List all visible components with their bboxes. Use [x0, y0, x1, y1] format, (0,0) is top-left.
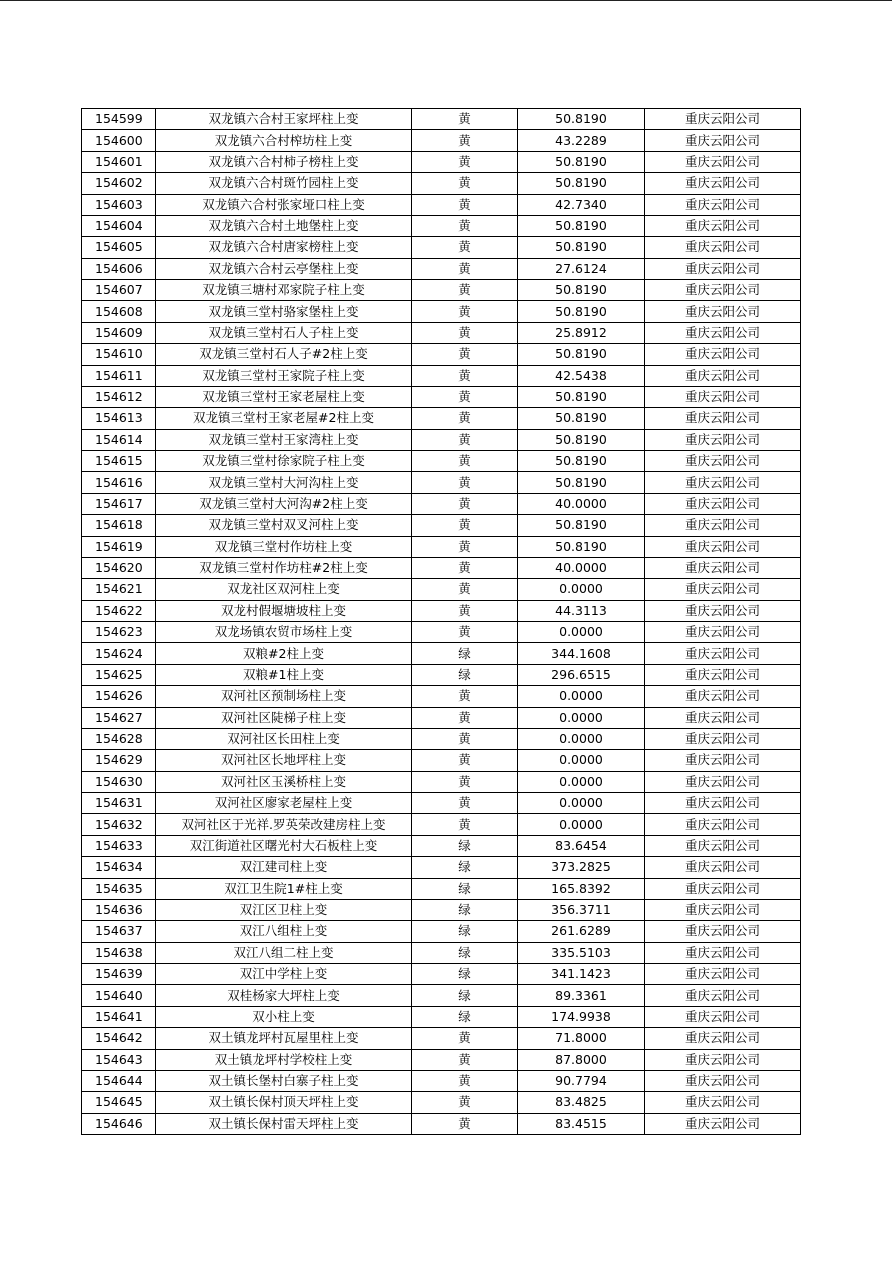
row-grade-cell: 黄 — [412, 130, 518, 151]
row-company-cell: 重庆云阳公司 — [645, 536, 801, 557]
row-grade-cell: 绿 — [412, 942, 518, 963]
row-value-cell: 50.8190 — [518, 301, 645, 322]
row-id-cell: 154639 — [82, 964, 156, 985]
row-grade-cell: 黄 — [412, 1070, 518, 1091]
row-name-cell: 双江八组二柱上变 — [156, 942, 412, 963]
table-row — [82, 130, 801, 151]
row-company-cell: 重庆云阳公司 — [645, 1113, 801, 1134]
row-name-cell: 双龙镇三堂村徐家院子柱上变 — [156, 451, 412, 472]
table-row — [82, 728, 801, 749]
row-grade-cell: 黄 — [412, 215, 518, 236]
row-id-cell: 154643 — [82, 1049, 156, 1070]
row-grade-cell: 绿 — [412, 878, 518, 899]
row-value-cell: 0.0000 — [518, 728, 645, 749]
row-name-cell: 双河社区长地坪柱上变 — [156, 750, 412, 771]
table-row — [82, 451, 801, 472]
row-company-cell: 重庆云阳公司 — [645, 942, 801, 963]
row-value-cell: 50.8190 — [518, 280, 645, 301]
row-value-cell: 50.8190 — [518, 109, 645, 130]
row-name-cell: 双龙镇三堂村骆家堡柱上变 — [156, 301, 412, 322]
row-company-cell: 重庆云阳公司 — [645, 899, 801, 920]
row-company-cell: 重庆云阳公司 — [645, 814, 801, 835]
row-company-cell: 重庆云阳公司 — [645, 878, 801, 899]
row-value-cell: 50.8190 — [518, 429, 645, 450]
row-id-cell: 154637 — [82, 921, 156, 942]
row-name-cell: 双龙镇三堂村大河沟#2柱上变 — [156, 493, 412, 514]
table-row — [82, 1006, 801, 1027]
row-grade-cell: 黄 — [412, 365, 518, 386]
row-grade-cell: 黄 — [412, 429, 518, 450]
row-company-cell: 重庆云阳公司 — [645, 686, 801, 707]
row-id-cell: 154624 — [82, 643, 156, 664]
row-company-cell: 重庆云阳公司 — [645, 472, 801, 493]
row-name-cell: 双龙村假堰塘坡柱上变 — [156, 600, 412, 621]
row-grade-cell: 绿 — [412, 899, 518, 920]
row-id-cell: 154621 — [82, 579, 156, 600]
row-grade-cell: 黄 — [412, 600, 518, 621]
row-value-cell: 50.8190 — [518, 386, 645, 407]
table-row — [82, 793, 801, 814]
row-value-cell: 0.0000 — [518, 622, 645, 643]
row-name-cell: 双龙镇六合村柿子榜柱上变 — [156, 151, 412, 172]
row-name-cell: 双江中学柱上变 — [156, 964, 412, 985]
row-name-cell: 双龙镇三堂村作坊柱#2柱上变 — [156, 557, 412, 578]
row-value-cell: 25.8912 — [518, 322, 645, 343]
table-row — [82, 215, 801, 236]
row-id-cell: 154607 — [82, 280, 156, 301]
row-company-cell: 重庆云阳公司 — [645, 985, 801, 1006]
row-name-cell: 双龙镇三堂村双叉河柱上变 — [156, 515, 412, 536]
row-id-cell: 154632 — [82, 814, 156, 835]
row-id-cell: 154603 — [82, 194, 156, 215]
table-row — [82, 707, 801, 728]
table-row — [82, 472, 801, 493]
row-company-cell: 重庆云阳公司 — [645, 130, 801, 151]
row-value-cell: 50.8190 — [518, 408, 645, 429]
row-company-cell: 重庆云阳公司 — [645, 109, 801, 130]
row-grade-cell: 绿 — [412, 964, 518, 985]
table-row — [82, 814, 801, 835]
row-name-cell: 双龙镇六合村榨坊柱上变 — [156, 130, 412, 151]
row-name-cell: 双龙镇六合村唐家榜柱上变 — [156, 237, 412, 258]
row-name-cell: 双龙镇三堂村王家院子柱上变 — [156, 365, 412, 386]
row-grade-cell: 黄 — [412, 728, 518, 749]
table-row — [82, 515, 801, 536]
table-row — [82, 600, 801, 621]
table-row — [82, 493, 801, 514]
row-value-cell: 344.1608 — [518, 643, 645, 664]
row-company-cell: 重庆云阳公司 — [645, 921, 801, 942]
row-company-cell: 重庆云阳公司 — [645, 237, 801, 258]
row-id-cell: 154629 — [82, 750, 156, 771]
row-company-cell: 重庆云阳公司 — [645, 194, 801, 215]
row-name-cell: 双龙镇三塘村邓家院子柱上变 — [156, 280, 412, 301]
row-company-cell: 重庆云阳公司 — [645, 173, 801, 194]
table-row — [82, 899, 801, 920]
row-name-cell: 双河社区廖家老屋柱上变 — [156, 793, 412, 814]
row-grade-cell: 黄 — [412, 301, 518, 322]
row-grade-cell: 黄 — [412, 386, 518, 407]
row-id-cell: 154623 — [82, 622, 156, 643]
table-row — [82, 237, 801, 258]
row-id-cell: 154645 — [82, 1092, 156, 1113]
row-company-cell: 重庆云阳公司 — [645, 600, 801, 621]
row-id-cell: 154636 — [82, 899, 156, 920]
row-value-cell: 50.8190 — [518, 237, 645, 258]
row-value-cell: 89.3361 — [518, 985, 645, 1006]
row-grade-cell: 黄 — [412, 237, 518, 258]
row-grade-cell: 黄 — [412, 579, 518, 600]
row-name-cell: 双土镇龙坪村瓦屋里柱上变 — [156, 1028, 412, 1049]
row-id-cell: 154646 — [82, 1113, 156, 1134]
row-company-cell: 重庆云阳公司 — [645, 515, 801, 536]
row-grade-cell: 黄 — [412, 408, 518, 429]
row-name-cell: 双粮#1柱上变 — [156, 664, 412, 685]
row-value-cell: 296.6515 — [518, 664, 645, 685]
table-row — [82, 686, 801, 707]
table-row — [82, 408, 801, 429]
row-value-cell: 50.8190 — [518, 173, 645, 194]
row-grade-cell: 黄 — [412, 280, 518, 301]
row-id-cell: 154613 — [82, 408, 156, 429]
row-id-cell: 154610 — [82, 344, 156, 365]
row-id-cell: 154601 — [82, 151, 156, 172]
row-id-cell: 154640 — [82, 985, 156, 1006]
table-row — [82, 322, 801, 343]
row-value-cell: 373.2825 — [518, 857, 645, 878]
table-row — [82, 964, 801, 985]
table-row — [82, 622, 801, 643]
row-company-cell: 重庆云阳公司 — [645, 664, 801, 685]
row-company-cell: 重庆云阳公司 — [645, 151, 801, 172]
row-value-cell: 50.8190 — [518, 344, 645, 365]
row-company-cell: 重庆云阳公司 — [645, 793, 801, 814]
row-value-cell: 335.5103 — [518, 942, 645, 963]
row-grade-cell: 黄 — [412, 1028, 518, 1049]
row-value-cell: 50.8190 — [518, 451, 645, 472]
row-company-cell: 重庆云阳公司 — [645, 1006, 801, 1027]
row-company-cell: 重庆云阳公司 — [645, 728, 801, 749]
row-grade-cell: 黄 — [412, 750, 518, 771]
row-grade-cell: 黄 — [412, 515, 518, 536]
row-id-cell: 154614 — [82, 429, 156, 450]
row-grade-cell: 黄 — [412, 557, 518, 578]
table-row — [82, 429, 801, 450]
row-id-cell: 154642 — [82, 1028, 156, 1049]
row-name-cell: 双龙镇六合村云亭堡柱上变 — [156, 258, 412, 279]
row-grade-cell: 绿 — [412, 664, 518, 685]
row-value-cell: 42.5438 — [518, 365, 645, 386]
row-company-cell: 重庆云阳公司 — [645, 322, 801, 343]
table-row — [82, 194, 801, 215]
row-company-cell: 重庆云阳公司 — [645, 344, 801, 365]
row-id-cell: 154599 — [82, 109, 156, 130]
table-row — [82, 857, 801, 878]
row-grade-cell: 黄 — [412, 622, 518, 643]
table-row — [82, 365, 801, 386]
row-grade-cell: 黄 — [412, 493, 518, 514]
row-name-cell: 双小柱上变 — [156, 1006, 412, 1027]
row-name-cell: 双龙社区双河柱上变 — [156, 579, 412, 600]
table-row — [82, 664, 801, 685]
table-row — [82, 985, 801, 1006]
row-id-cell: 154606 — [82, 258, 156, 279]
row-name-cell: 双龙镇六合村土地堡柱上变 — [156, 215, 412, 236]
row-id-cell: 154641 — [82, 1006, 156, 1027]
row-id-cell: 154619 — [82, 536, 156, 557]
row-company-cell: 重庆云阳公司 — [645, 365, 801, 386]
table-body — [82, 109, 801, 1135]
row-name-cell: 双土镇龙坪村学校柱上变 — [156, 1049, 412, 1070]
row-company-cell: 重庆云阳公司 — [645, 771, 801, 792]
row-value-cell: 42.7340 — [518, 194, 645, 215]
row-grade-cell: 黄 — [412, 322, 518, 343]
row-company-cell: 重庆云阳公司 — [645, 408, 801, 429]
row-grade-cell: 黄 — [412, 194, 518, 215]
row-name-cell: 双龙镇六合村斑竹园柱上变 — [156, 173, 412, 194]
row-name-cell: 双桂杨家大坪柱上变 — [156, 985, 412, 1006]
table-row — [82, 643, 801, 664]
row-company-cell: 重庆云阳公司 — [645, 707, 801, 728]
row-id-cell: 154628 — [82, 728, 156, 749]
row-company-cell: 重庆云阳公司 — [645, 280, 801, 301]
table-row — [82, 579, 801, 600]
row-value-cell: 87.8000 — [518, 1049, 645, 1070]
row-value-cell: 27.6124 — [518, 258, 645, 279]
row-name-cell: 双江建司柱上变 — [156, 857, 412, 878]
table-row — [82, 1092, 801, 1113]
table-row — [82, 386, 801, 407]
row-id-cell: 154617 — [82, 493, 156, 514]
row-grade-cell: 黄 — [412, 686, 518, 707]
row-company-cell: 重庆云阳公司 — [645, 258, 801, 279]
row-company-cell: 重庆云阳公司 — [645, 622, 801, 643]
row-name-cell: 双土镇长堡村白寨子柱上变 — [156, 1070, 412, 1091]
table-row — [82, 151, 801, 172]
row-company-cell: 重庆云阳公司 — [645, 964, 801, 985]
row-name-cell: 双龙镇三堂村大河沟柱上变 — [156, 472, 412, 493]
row-id-cell: 154618 — [82, 515, 156, 536]
row-value-cell: 44.3113 — [518, 600, 645, 621]
row-name-cell: 双龙镇六合村王家坪柱上变 — [156, 109, 412, 130]
row-id-cell: 154615 — [82, 451, 156, 472]
row-value-cell: 0.0000 — [518, 771, 645, 792]
row-company-cell: 重庆云阳公司 — [645, 1028, 801, 1049]
row-company-cell: 重庆云阳公司 — [645, 215, 801, 236]
row-grade-cell: 黄 — [412, 1049, 518, 1070]
row-value-cell: 356.3711 — [518, 899, 645, 920]
row-company-cell: 重庆云阳公司 — [645, 1092, 801, 1113]
row-company-cell: 重庆云阳公司 — [645, 579, 801, 600]
table-row — [82, 1070, 801, 1091]
row-id-cell: 154600 — [82, 130, 156, 151]
row-value-cell: 0.0000 — [518, 686, 645, 707]
row-id-cell: 154625 — [82, 664, 156, 685]
row-name-cell: 双土镇长保村顶天坪柱上变 — [156, 1092, 412, 1113]
row-value-cell: 83.6454 — [518, 835, 645, 856]
row-value-cell: 90.7794 — [518, 1070, 645, 1091]
row-grade-cell: 黄 — [412, 258, 518, 279]
row-id-cell: 154631 — [82, 793, 156, 814]
row-grade-cell: 黄 — [412, 536, 518, 557]
row-company-cell: 重庆云阳公司 — [645, 835, 801, 856]
row-id-cell: 154602 — [82, 173, 156, 194]
data-table — [81, 108, 801, 1135]
table-row — [82, 109, 801, 130]
row-value-cell: 50.8190 — [518, 151, 645, 172]
row-id-cell: 154633 — [82, 835, 156, 856]
row-value-cell: 165.8392 — [518, 878, 645, 899]
row-value-cell: 40.0000 — [518, 493, 645, 514]
row-company-cell: 重庆云阳公司 — [645, 386, 801, 407]
row-company-cell: 重庆云阳公司 — [645, 857, 801, 878]
table-row — [82, 344, 801, 365]
row-value-cell: 83.4825 — [518, 1092, 645, 1113]
table-row — [82, 301, 801, 322]
row-grade-cell: 黄 — [412, 472, 518, 493]
row-value-cell: 0.0000 — [518, 579, 645, 600]
row-name-cell: 双河社区陡梯子柱上变 — [156, 707, 412, 728]
row-grade-cell: 黄 — [412, 344, 518, 365]
row-id-cell: 154620 — [82, 557, 156, 578]
row-name-cell: 双江八组柱上变 — [156, 921, 412, 942]
row-value-cell: 50.8190 — [518, 515, 645, 536]
row-company-cell: 重庆云阳公司 — [645, 451, 801, 472]
table-row — [82, 1028, 801, 1049]
row-name-cell: 双江卫生院1#柱上变 — [156, 878, 412, 899]
table-row — [82, 557, 801, 578]
row-id-cell: 154609 — [82, 322, 156, 343]
row-company-cell: 重庆云阳公司 — [645, 557, 801, 578]
row-grade-cell: 黄 — [412, 151, 518, 172]
table-row — [82, 258, 801, 279]
row-value-cell: 0.0000 — [518, 814, 645, 835]
row-name-cell: 双河社区预制场柱上变 — [156, 686, 412, 707]
table-row — [82, 835, 801, 856]
row-name-cell: 双土镇长保村雷天坪柱上变 — [156, 1113, 412, 1134]
row-company-cell: 重庆云阳公司 — [645, 301, 801, 322]
row-grade-cell: 绿 — [412, 835, 518, 856]
row-grade-cell: 黄 — [412, 173, 518, 194]
row-id-cell: 154608 — [82, 301, 156, 322]
row-id-cell: 154644 — [82, 1070, 156, 1091]
row-value-cell: 50.8190 — [518, 472, 645, 493]
row-name-cell: 双龙镇三堂村作坊柱上变 — [156, 536, 412, 557]
row-id-cell: 154611 — [82, 365, 156, 386]
table-row — [82, 771, 801, 792]
row-id-cell: 154622 — [82, 600, 156, 621]
row-grade-cell: 黄 — [412, 109, 518, 130]
row-grade-cell: 绿 — [412, 1006, 518, 1027]
row-value-cell: 0.0000 — [518, 793, 645, 814]
row-name-cell: 双江街道社区曙光村大石板柱上变 — [156, 835, 412, 856]
row-grade-cell: 黄 — [412, 1113, 518, 1134]
row-grade-cell: 绿 — [412, 857, 518, 878]
row-grade-cell: 黄 — [412, 771, 518, 792]
row-grade-cell: 黄 — [412, 707, 518, 728]
row-name-cell: 双龙镇三堂村石人子#2柱上变 — [156, 344, 412, 365]
row-name-cell: 双龙镇三堂村王家老屋柱上变 — [156, 386, 412, 407]
row-id-cell: 154612 — [82, 386, 156, 407]
row-company-cell: 重庆云阳公司 — [645, 429, 801, 450]
row-company-cell: 重庆云阳公司 — [645, 643, 801, 664]
row-value-cell: 83.4515 — [518, 1113, 645, 1134]
row-id-cell: 154638 — [82, 942, 156, 963]
row-id-cell: 154616 — [82, 472, 156, 493]
table-row — [82, 1113, 801, 1134]
row-id-cell: 154635 — [82, 878, 156, 899]
row-grade-cell: 绿 — [412, 643, 518, 664]
row-name-cell: 双河社区长田柱上变 — [156, 728, 412, 749]
row-name-cell: 双粮#2柱上变 — [156, 643, 412, 664]
table-row — [82, 750, 801, 771]
row-name-cell: 双龙镇六合村张家垭口柱上变 — [156, 194, 412, 215]
row-company-cell: 重庆云阳公司 — [645, 750, 801, 771]
row-value-cell: 71.8000 — [518, 1028, 645, 1049]
table-row — [82, 942, 801, 963]
row-name-cell: 双河社区于光祥.罗英荣改建房柱上变 — [156, 814, 412, 835]
row-value-cell: 40.0000 — [518, 557, 645, 578]
row-value-cell: 50.8190 — [518, 215, 645, 236]
table-row — [82, 878, 801, 899]
row-value-cell: 174.9938 — [518, 1006, 645, 1027]
page-top-border — [0, 0, 892, 1]
row-grade-cell: 黄 — [412, 793, 518, 814]
row-name-cell: 双龙镇三堂村王家湾柱上变 — [156, 429, 412, 450]
row-grade-cell: 绿 — [412, 921, 518, 942]
row-id-cell: 154627 — [82, 707, 156, 728]
row-id-cell: 154604 — [82, 215, 156, 236]
row-name-cell: 双河社区玉溪桥柱上变 — [156, 771, 412, 792]
row-value-cell: 341.1423 — [518, 964, 645, 985]
table-row — [82, 173, 801, 194]
row-company-cell: 重庆云阳公司 — [645, 493, 801, 514]
table-row — [82, 536, 801, 557]
row-grade-cell: 黄 — [412, 814, 518, 835]
row-id-cell: 154605 — [82, 237, 156, 258]
table-row — [82, 921, 801, 942]
row-name-cell: 双龙镇三堂村王家老屋#2柱上变 — [156, 408, 412, 429]
row-value-cell: 261.6289 — [518, 921, 645, 942]
table-row — [82, 1049, 801, 1070]
row-id-cell: 154626 — [82, 686, 156, 707]
row-value-cell: 0.0000 — [518, 750, 645, 771]
row-name-cell: 双龙镇三堂村石人子柱上变 — [156, 322, 412, 343]
row-name-cell: 双江区卫柱上变 — [156, 899, 412, 920]
row-value-cell: 50.8190 — [518, 536, 645, 557]
row-id-cell: 154634 — [82, 857, 156, 878]
table-row — [82, 280, 801, 301]
row-value-cell: 43.2289 — [518, 130, 645, 151]
row-id-cell: 154630 — [82, 771, 156, 792]
row-name-cell: 双龙场镇农贸市场柱上变 — [156, 622, 412, 643]
row-grade-cell: 黄 — [412, 451, 518, 472]
row-company-cell: 重庆云阳公司 — [645, 1070, 801, 1091]
row-grade-cell: 黄 — [412, 1092, 518, 1113]
row-value-cell: 0.0000 — [518, 707, 645, 728]
row-grade-cell: 绿 — [412, 985, 518, 1006]
row-company-cell: 重庆云阳公司 — [645, 1049, 801, 1070]
